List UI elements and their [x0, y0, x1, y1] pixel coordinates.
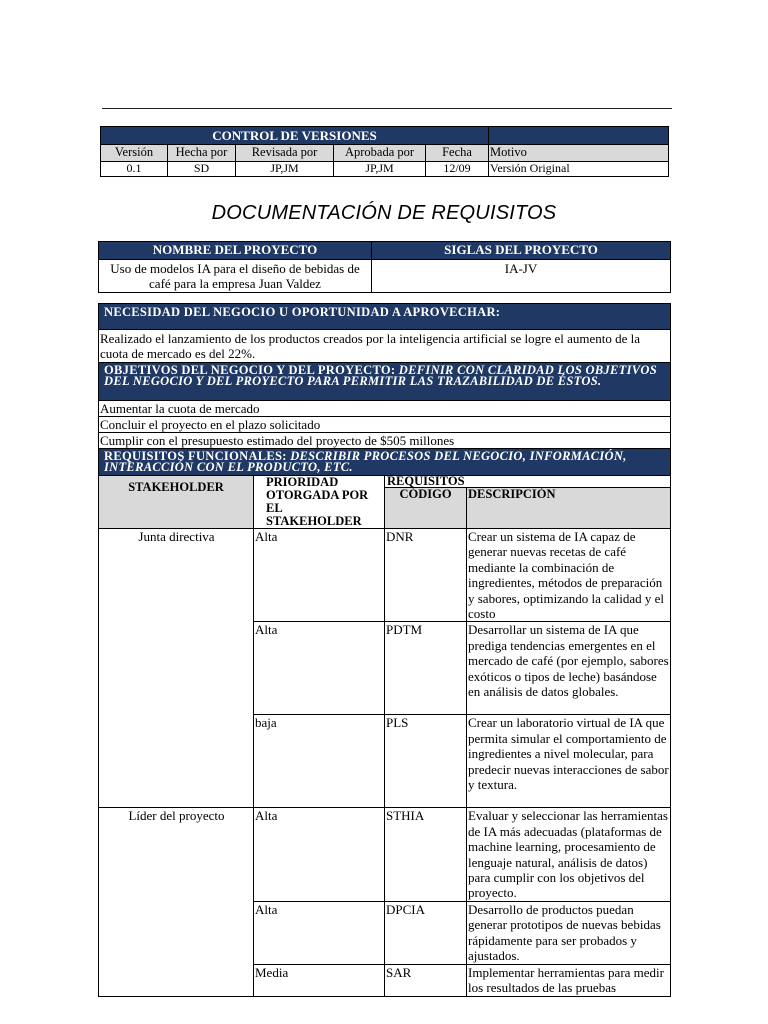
- code-cell: SAR: [385, 964, 467, 996]
- reason-cell: Versión Original: [489, 162, 669, 177]
- business-need-text: Realizado el lanzamiento de los productos creados por la inteligencia artificial se logre el aumento de la cuota de mercado es del 22%.: [99, 330, 671, 363]
- code-cell: DNR: [385, 529, 467, 622]
- priority-cell: Alta: [254, 529, 385, 622]
- objective-item: Concluir el proyecto en el plazo solicitado: [99, 417, 671, 433]
- stakeholder-cell: Junta directiva: [99, 529, 254, 808]
- priority-cell: Alta: [254, 808, 385, 901]
- priority-cell: baja: [254, 715, 385, 808]
- project-acronym-value: IA-JV: [372, 260, 671, 293]
- code-cell: STHIA: [385, 808, 467, 901]
- reviewed-by-cell: JP,JM: [236, 162, 334, 177]
- objective-item: Cumplir con el presupuesto estimado del proyecto de $505 millones: [99, 433, 671, 449]
- project-name-header: NOMBRE DEL PROYECTO: [99, 242, 372, 260]
- description-cell: Desarrollo de productos puedan generar prototipos de nuevas bebidas rápidamente para ser probados y ajustados.: [467, 901, 671, 964]
- approved-by-cell: JP,JM: [334, 162, 426, 177]
- stakeholder-col-header: STAKEHOLDER: [99, 476, 254, 529]
- version-cell: 0.1: [101, 162, 168, 177]
- functional-requirements-label: REQUISITOS FUNCIONALES:: [104, 449, 287, 463]
- functional-requirements-header: [99, 449, 671, 476]
- objectives-header: [99, 363, 671, 401]
- priority-cell: Alta: [254, 622, 385, 715]
- description-cell: Implementar herramientas para medir los resultados de las pruebas: [467, 964, 671, 996]
- top-rule: [102, 108, 672, 109]
- business-need-header: NECESIDAD DEL NEGOCIO U OPORTUNIDAD A APROVECHAR:: [99, 304, 671, 330]
- priority-cell: Media: [254, 964, 385, 996]
- version-col-header: Versión: [101, 145, 168, 162]
- version-control-table: [100, 126, 669, 177]
- description-cell: Desarrollar un sistema de IA que prediga tendencias emergentes en el mercado de café (por ejemplo, sabores exóticos o tipos de leche) basándose en análisis de datos globales.: [467, 622, 671, 715]
- priority-cell: Alta: [254, 901, 385, 964]
- document-title: DOCUMENTACIÓN DE REQUISITOS: [211, 202, 557, 224]
- code-cell: PLS: [385, 715, 467, 808]
- objectives-header-label: OBJETIVOS DEL NEGOCIO Y DEL PROYECTO:: [104, 363, 396, 377]
- date-col-header: Fecha: [426, 145, 489, 162]
- priority-col-header: PRIORIDAD OTORGADA POR EL STAKEHOLDER: [254, 476, 385, 529]
- code-cell: PDTM: [385, 622, 467, 715]
- stakeholder-cell: Líder del proyecto: [99, 808, 254, 996]
- requirements-col-header: REQUISITOS: [385, 476, 671, 488]
- date-cell: 12/09: [426, 162, 489, 177]
- project-table: [98, 241, 671, 293]
- description-cell: Crear un laboratorio virtual de IA que permita simular el comportamiento de ingredientes a nivel molecular, para predecir nuevas interacciones de sabor y textura.: [467, 715, 671, 808]
- reason-col-header: Motivo: [489, 145, 669, 162]
- functional-requirements-note: DESCRIBIR PROCESOS DEL NEGOCIO, INFORMACIÓN, INTERACCIÓN CON EL PRODUCTO, ETC.: [104, 449, 627, 474]
- description-col-header: DESCRIPCIÓN: [467, 488, 671, 529]
- reviewed-by-col-header: Revisada por: [236, 145, 334, 162]
- approved-by-col-header: Aprobada por: [334, 145, 426, 162]
- objectives-header-note: DEFINIR CON CLARIDAD LOS OBJETIVOS DEL NEGOCIO Y DEL PROYECTO PARA PERMITIR LAS TRAZABILIDAD DE ÉSTOS.: [104, 363, 657, 388]
- project-name-value: Uso de modelos IA para el diseño de bebidas de café para la empresa Juan Valdez: [99, 260, 372, 293]
- version-control-title-pad: [489, 127, 669, 145]
- description-cell: Evaluar y seleccionar las herramientas de IA más adecuadas (plataformas de machine learning, procesamiento de lenguaje natural, análisis de datos) para cumplir con los objetivos del proyecto.: [467, 808, 671, 901]
- made-by-cell: SD: [168, 162, 236, 177]
- objective-item: Aumentar la cuota de mercado: [99, 401, 671, 417]
- code-cell: DPCIA: [385, 901, 467, 964]
- project-acronym-header: SIGLAS DEL PROYECTO: [372, 242, 671, 260]
- requirements-table: [98, 303, 671, 997]
- description-cell: Crear un sistema de IA capaz de generar nuevas recetas de café mediante la combinación de ingredientes, métodos de preparación y sabores, optimizando la calidad y el costo: [467, 529, 671, 622]
- made-by-col-header: Hecha por: [168, 145, 236, 162]
- code-col-header: CÓDIGO: [385, 488, 467, 529]
- version-control-title: CONTROL DE VERSIONES: [101, 127, 489, 145]
